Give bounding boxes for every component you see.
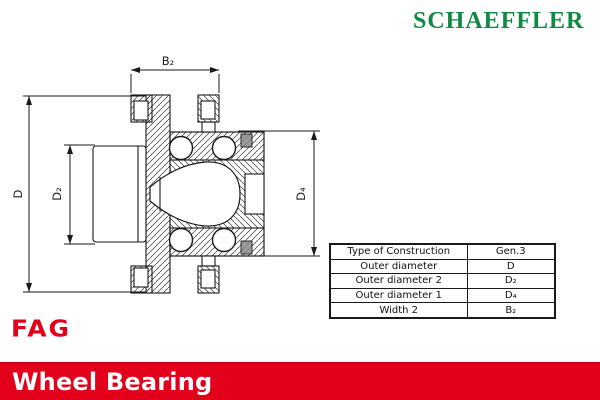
bearing-ball <box>213 137 236 160</box>
label-d4: D₄ <box>294 187 308 201</box>
table-row <box>330 244 555 259</box>
fag-logo: FAG <box>11 315 72 342</box>
footer-bar <box>0 362 600 400</box>
label-d: D <box>11 189 25 199</box>
bearing-ball <box>170 229 193 252</box>
table-row <box>330 303 555 318</box>
spec-value: B₂ <box>467 303 555 318</box>
spec-label: Outer diameter 2 <box>330 274 467 289</box>
mount-hole-top-right <box>201 101 215 119</box>
spec-value: D₄ <box>467 288 555 303</box>
spec-value: D₂ <box>467 274 555 289</box>
bolt-hole-top-left <box>134 101 148 120</box>
schaeffler-logo: SCHAEFFLER <box>413 8 585 34</box>
table-row <box>330 259 555 274</box>
bearing-ball <box>213 229 236 252</box>
spec-label: Width 2 <box>330 303 467 318</box>
spec-value: D <box>467 259 555 274</box>
label-b2: B₂ <box>161 54 175 68</box>
spec-label: Type of Construction <box>330 244 467 259</box>
hub-cross-section <box>93 95 264 293</box>
table-row <box>330 288 555 303</box>
bolt-hole-bottom-left <box>134 268 148 287</box>
outer-ring-bore-step <box>245 174 264 214</box>
mount-hole-bottom-right <box>201 270 215 288</box>
label-d2: D₂ <box>50 187 64 201</box>
seal-top <box>241 134 252 147</box>
table-row <box>330 274 555 289</box>
mount-tab-neck-bottom <box>202 256 215 266</box>
seal-bottom <box>241 241 252 254</box>
spec-label: Outer diameter <box>330 259 467 274</box>
page-title: Wheel Bearing <box>12 368 213 396</box>
spec-value: Gen.3 <box>467 244 555 259</box>
spec-label: Outer diameter 1 <box>330 288 467 303</box>
bearing-ball <box>170 137 193 160</box>
spec-table <box>329 243 556 319</box>
mount-tab-neck-top <box>202 122 215 132</box>
